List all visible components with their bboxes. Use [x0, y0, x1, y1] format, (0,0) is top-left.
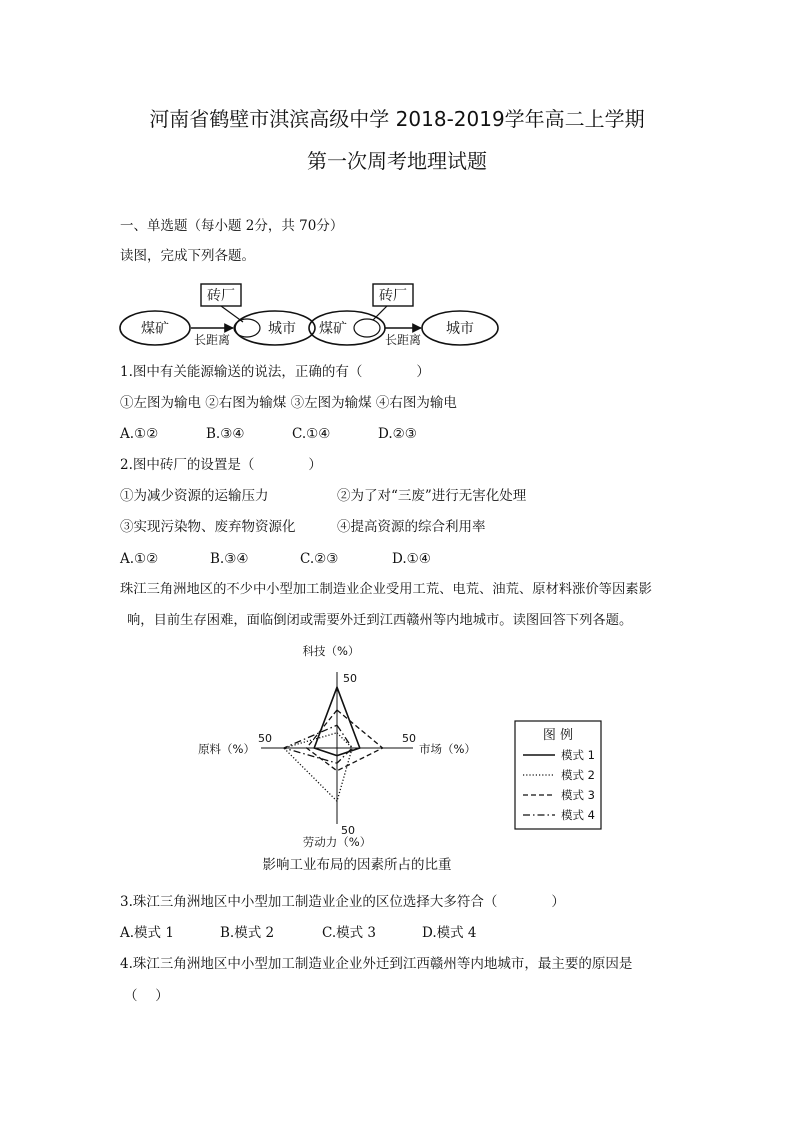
q2-option-d[interactable]: D.①④	[392, 551, 431, 567]
q1-option-b[interactable]: B.③④	[206, 426, 245, 442]
left-city-small-circle	[234, 319, 260, 337]
q3-stem: 3.珠江三角洲地区中小型加工制造业企业的区位选择大多符合（ ）	[120, 894, 565, 910]
q3-option-b[interactable]: B.模式 2	[220, 925, 275, 941]
left-city-label: 城市	[268, 321, 296, 337]
right-city-label: 城市	[446, 321, 474, 337]
q1-options	[120, 425, 417, 443]
left-brick-label: 砖厂	[207, 288, 235, 304]
q1-statements: ①左图为输电 ②右图为输煤 ③左图为输煤 ④右图为输电	[120, 395, 457, 411]
industry-factor-radar-chart	[190, 643, 610, 875]
q2-option-c[interactable]: C.②③	[300, 551, 339, 567]
q1-option-d[interactable]: D.②③	[378, 426, 417, 442]
q4-blank: （ ）	[124, 988, 169, 1004]
legend-title: 图 例	[542, 728, 574, 743]
q4-stem: 4.珠江三角洲地区中小型加工制造业企业外迁到江西赣州等内地城市，最主要的原因是	[120, 956, 633, 972]
radar-axis-label-top: 科技（%）	[302, 644, 360, 658]
radar-axis-label-left: 原料（%）	[198, 742, 255, 756]
q2-options	[120, 550, 431, 568]
passage-line-1: 珠江三角洲地区的不少中小型加工制造业企业受用工荒、电荒、油荒、原材料涨价等因素影	[120, 582, 652, 597]
energy-transport-diagram	[115, 278, 500, 350]
right-brick-label: 砖厂	[379, 288, 407, 304]
exam-title-line2: 第一次周考地理试题	[307, 149, 487, 173]
radar-chart-title: 影响工业布局的因素所占的比重	[262, 857, 452, 873]
q3-options	[120, 924, 477, 942]
right-distance-label: 长距离	[384, 333, 422, 347]
q3-option-a[interactable]: A.模式 1	[120, 925, 174, 941]
radar-tick-right: 50	[402, 732, 416, 745]
q2-stem: 2.图中砖厂的设置是（ ）	[120, 457, 322, 473]
passage-line-2: 响，目前生存困难，面临倒闭或需要外迁到江西赣州等内地城市。读图回答下列各题。	[127, 613, 633, 628]
exam-title-line1: 河南省鹤壁市淇滨高级中学 2018-2019学年高二上学期	[149, 107, 645, 131]
radar-tick-bottom: 50	[341, 824, 355, 837]
q2-statement-4: ④提高资源的综合利用率	[337, 519, 486, 535]
q2-statement-1: ①为减少资源的运输压力	[120, 488, 269, 504]
radar-axis-label-right: 市场（%）	[419, 742, 476, 756]
legend-label-1: 模式 1	[561, 748, 595, 762]
left-distance-label: 长距离	[193, 333, 231, 347]
right-brick-connector	[373, 306, 387, 320]
q2-statement-3: ③实现污染物、废弃物资源化	[120, 519, 296, 535]
q3-option-c[interactable]: C.模式 3	[322, 925, 377, 941]
section-heading: 一、单选题（每小题 2分，共 70分）	[120, 218, 344, 234]
legend-label-4: 模式 4	[561, 808, 595, 822]
q3-option-d[interactable]: D.模式 4	[422, 925, 477, 941]
radar-axis-label-bottom: 劳动力（%）	[302, 835, 372, 849]
q2-option-a[interactable]: A.①②	[120, 551, 159, 567]
radar-tick-left: 50	[258, 732, 272, 745]
radar-tick-top: 50	[343, 672, 357, 685]
q1-stem: 1.图中有关能源输送的说法，正确的有（ ）	[120, 364, 430, 380]
q2-statement-2: ②为了对“三废”进行无害化处理	[337, 488, 527, 504]
right-coal-small-circle	[354, 319, 380, 337]
radar-series-2	[284, 733, 352, 801]
right-coal-label: 煤矿	[319, 321, 347, 337]
q2-option-b[interactable]: B.③④	[210, 551, 249, 567]
q1-option-c[interactable]: C.①④	[292, 426, 331, 442]
section-intro: 读图，完成下列各题。	[120, 248, 255, 264]
legend-label-3: 模式 3	[561, 788, 595, 802]
q1-option-a[interactable]: A.①②	[120, 426, 159, 442]
left-coal-label: 煤矿	[141, 321, 169, 337]
legend-label-2: 模式 2	[561, 768, 595, 782]
